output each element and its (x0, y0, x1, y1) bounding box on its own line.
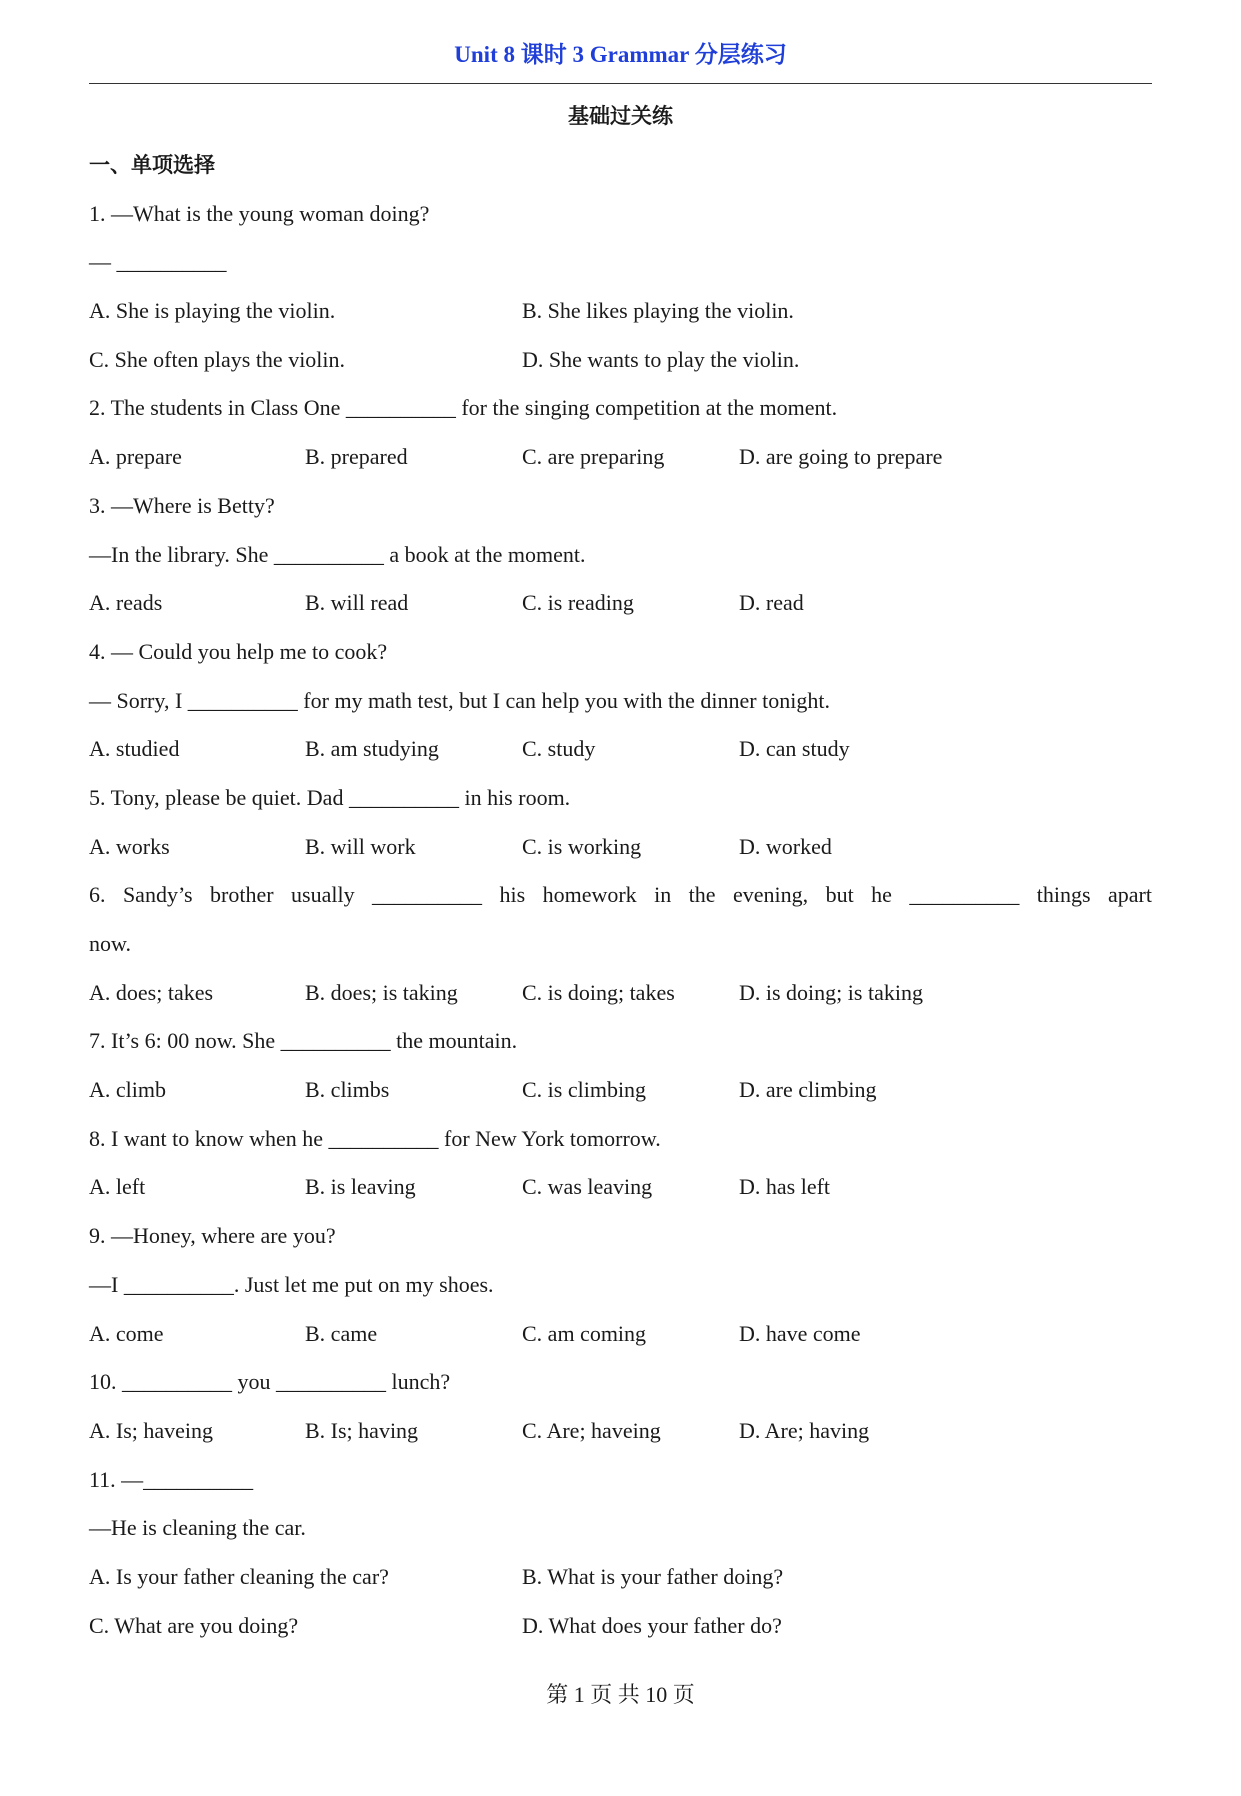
question-1-options-row-1 (89, 287, 1152, 336)
question-1-answer-line: — __________ (89, 249, 227, 275)
question-11-option-b[interactable]: B. What is your father doing? (522, 1563, 784, 1589)
question-6-option-d[interactable]: D. is doing; is taking (739, 979, 923, 1005)
question-1-option-d[interactable]: D. She wants to play the violin. (522, 346, 800, 372)
question-3-option-b[interactable]: B. will read (305, 590, 409, 616)
question-1-option-b[interactable]: B. She likes playing the violin. (522, 298, 794, 324)
question-5-option-c[interactable]: C. is working (522, 833, 642, 859)
question-6-option-b[interactable]: B. does; is taking (305, 979, 458, 1005)
question-2-option-d[interactable]: D. are going to prepare (739, 444, 943, 470)
question-6-stem: 6. Sandy’s brother usually __________ his homework in the evening, but he __________ things apart (89, 882, 1152, 908)
question-1-options-row-2 (89, 336, 1152, 385)
question-11-answer-line: —He is cleaning the car. (89, 1515, 306, 1541)
question-2-option-c[interactable]: C. are preparing (522, 444, 665, 470)
question-2-option-a[interactable]: A. prepare (89, 444, 182, 470)
question-2-options (89, 433, 1152, 482)
question-11-options-row-2 (89, 1602, 1152, 1651)
question-8-option-d[interactable]: D. has left (739, 1174, 831, 1200)
question-8-options (89, 1163, 1152, 1212)
question-11-stem: 11. —__________ (89, 1466, 254, 1492)
question-8-option-b[interactable]: B. is leaving (305, 1174, 416, 1200)
question-2-option-b[interactable]: B. prepared (305, 444, 408, 470)
question-10-option-c[interactable]: C. Are; haveing (522, 1417, 661, 1443)
question-11-option-d[interactable]: D. What does your father do? (522, 1612, 782, 1638)
question-4-stem: 4. — Could you help me to cook? (89, 638, 388, 664)
question-6-option-a[interactable]: A. does; takes (89, 979, 214, 1005)
question-7-options (89, 1066, 1152, 1115)
question-10-stem: 10. __________ you __________ lunch? (89, 1369, 451, 1395)
question-4-option-b[interactable]: B. am studying (305, 736, 439, 762)
question-11-options-row-1 (89, 1553, 1152, 1602)
question-4-answer-line: — Sorry, I __________ for my math test, but I can help you with the dinner tonight. (89, 687, 830, 713)
question-3-answer-line: —In the library. She __________ a book at the moment. (89, 541, 586, 567)
question-10-option-a[interactable]: A. Is; haveing (89, 1417, 214, 1443)
question-9-option-a[interactable]: A. come (89, 1320, 164, 1346)
question-1-option-a[interactable]: A. She is playing the violin. (89, 298, 336, 324)
question-7-stem: 7. It’s 6: 00 now. She __________ the mountain. (89, 1028, 518, 1054)
question-8-stem: 8. I want to know when he __________ for New York tomorrow. (89, 1125, 661, 1151)
question-7-option-d[interactable]: D. are climbing (739, 1077, 877, 1103)
question-8-option-c[interactable]: C. was leaving (522, 1174, 653, 1200)
page-number: 第 1 页 共 10 页 (546, 1682, 695, 1707)
question-7-option-c[interactable]: C. is climbing (522, 1077, 647, 1103)
question-5-options (89, 823, 1152, 872)
question-10-options (89, 1407, 1152, 1456)
question-3-option-c[interactable]: C. is reading (522, 590, 634, 616)
question-8-option-a[interactable]: A. left (89, 1174, 146, 1200)
question-6-option-c[interactable]: C. is doing; takes (522, 979, 675, 1005)
question-2-stem: 2. The students in Class One __________ for the singing competition at the moment. (89, 395, 838, 421)
question-3-stem: 3. —Where is Betty? (89, 492, 275, 518)
question-4-option-a[interactable]: A. studied (89, 736, 180, 762)
part-title: 一、单项选择 (89, 153, 215, 177)
question-3-option-a[interactable]: A. reads (89, 590, 163, 616)
question-10-option-d[interactable]: D. Are; having (739, 1417, 870, 1443)
section-title: 基础过关练 (568, 104, 673, 128)
question-9-answer-line: —I __________. Just let me put on my shoes. (89, 1271, 494, 1297)
question-9-option-d[interactable]: D. have come (739, 1320, 861, 1346)
question-9-option-b[interactable]: B. came (305, 1320, 378, 1346)
question-3-option-d[interactable]: D. read (739, 590, 804, 616)
question-11-option-a[interactable]: A. Is your father cleaning the car? (89, 1563, 389, 1589)
question-11-option-c[interactable]: C. What are you doing? (89, 1612, 299, 1638)
question-1-stem: 1. —What is the young woman doing? (89, 200, 430, 226)
question-5-option-b[interactable]: B. will work (305, 833, 416, 859)
question-5-option-d[interactable]: D. worked (739, 833, 832, 859)
question-6-stem-continued: now. (89, 931, 131, 956)
question-7-option-a[interactable]: A. climb (89, 1077, 166, 1103)
question-5-option-a[interactable]: A. works (89, 833, 170, 859)
header-divider (89, 83, 1152, 84)
question-4-option-c[interactable]: C. study (522, 736, 596, 762)
question-7-option-b[interactable]: B. climbs (305, 1077, 390, 1103)
question-9-options (89, 1310, 1152, 1359)
question-1-option-c[interactable]: C. She often plays the violin. (89, 346, 346, 372)
exercise-content (89, 141, 1152, 1650)
question-4-option-d[interactable]: D. can study (739, 736, 850, 762)
question-5-stem: 5. Tony, please be quiet. Dad __________ in his room. (89, 784, 571, 810)
page-title: Unit 8 课时 3 Grammar 分层练习 (454, 42, 787, 67)
question-6-options (89, 969, 1152, 1018)
question-4-options (89, 725, 1152, 774)
question-3-options (89, 579, 1152, 628)
question-9-option-c[interactable]: C. am coming (522, 1320, 647, 1346)
question-10-option-b[interactable]: B. Is; having (305, 1417, 419, 1443)
question-9-stem: 9. —Honey, where are you? (89, 1223, 336, 1249)
